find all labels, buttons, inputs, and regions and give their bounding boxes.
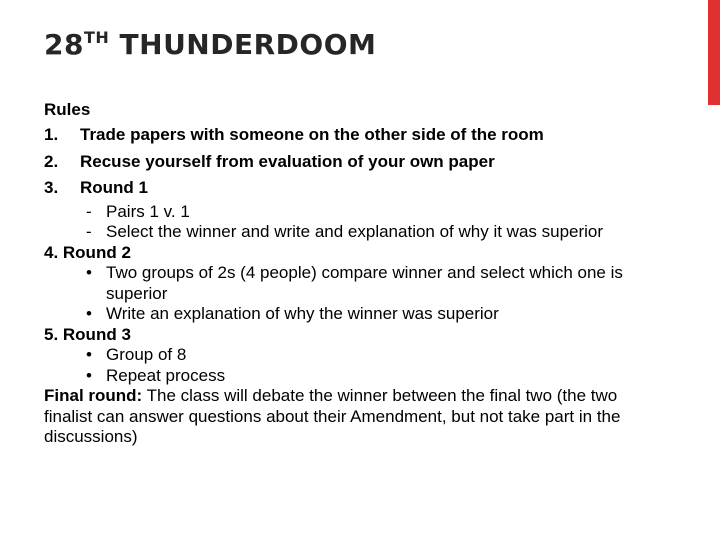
round3-heading: 5. Round 3	[44, 324, 131, 344]
bullet-marker: •	[86, 345, 92, 364]
sub-item-text: Two groups of 2s (4 people) compare winner and select which one is superior	[106, 263, 623, 303]
numbered-marker: 1.	[44, 125, 59, 144]
dash-marker: -	[86, 222, 92, 241]
round3-item-1	[44, 345, 664, 366]
sub-item-text: Group of 8	[106, 345, 187, 364]
title-text: THUNDERDOOM	[109, 28, 377, 61]
numbered-text: Recuse yourself from evaluation of your own paper	[80, 151, 495, 171]
numbered-text: Trade papers with someone on the other side of the room	[80, 125, 544, 144]
bullet-marker: •	[86, 263, 92, 282]
final-round-paragraph	[44, 386, 664, 448]
numbered-text: Round 1	[80, 178, 148, 197]
final-round-label: Final round:	[44, 386, 143, 405]
numbered-marker: 3.	[44, 178, 59, 197]
numbered-item-2	[44, 149, 664, 176]
round2-item-1	[44, 263, 664, 304]
title-number: 28	[44, 28, 84, 61]
sub-item-text: Pairs 1 v. 1	[106, 201, 190, 221]
accent-bar	[708, 0, 720, 105]
bullet-marker: •	[86, 365, 92, 385]
title-ordinal-suffix: TH	[83, 28, 110, 47]
slide-title	[44, 28, 376, 62]
round1-item-1	[44, 202, 664, 223]
sub-item-text: Write an explanation of why the winner was superior	[106, 304, 499, 323]
round1-item-2	[44, 222, 664, 243]
bullet-marker: •	[86, 304, 92, 323]
sub-item-text: Select the winner and write and explanation of why it was superior	[106, 222, 604, 241]
dash-marker: -	[86, 201, 92, 221]
numbered-item-3	[44, 175, 664, 202]
sub-item-text: Repeat process	[106, 365, 226, 385]
round2-item-2	[44, 304, 664, 325]
rules-heading: Rules	[44, 100, 91, 119]
round2-heading: 4. Round 2	[44, 242, 131, 262]
round3-item-2	[44, 366, 664, 387]
numbered-item-1	[44, 122, 664, 149]
final-round-text: The class will debate the winner between the final two (the two finalist can answer questions about their Amendment, but not take part in the discussions)	[44, 386, 621, 446]
numbered-marker: 2.	[44, 151, 59, 171]
slide-body	[44, 98, 664, 448]
